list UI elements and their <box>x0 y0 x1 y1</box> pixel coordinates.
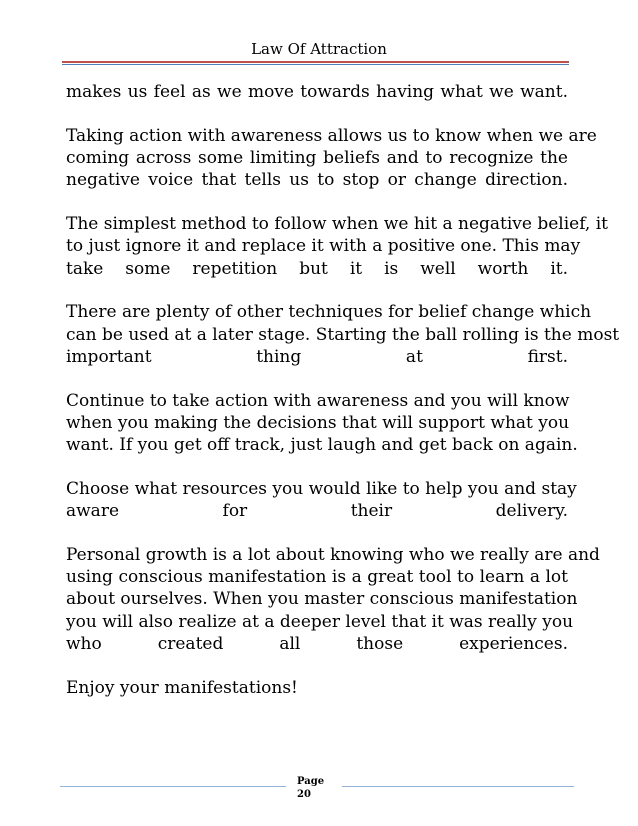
header-title: Law Of Attraction <box>251 40 387 58</box>
text-line: you will also realize at a deeper level that it was really you <box>66 611 574 632</box>
paragraph <box>66 213 609 280</box>
header-rule-red <box>62 61 569 63</box>
text-line: negative voice that tells us to stop or change direction. <box>66 170 568 191</box>
text-line: want. If you get off track, just laugh and get back on again. <box>66 435 578 455</box>
text-line: can be used at a later stage. Starting the ball rolling is the most <box>66 324 620 345</box>
paragraph <box>66 125 597 192</box>
page-label: Page <box>297 776 325 787</box>
text-line: Enjoy your manifestations! <box>66 677 298 698</box>
header-rule-blue <box>62 64 569 65</box>
text-line: Taking action with awareness allows us to know when we are <box>66 125 597 146</box>
text-line: about ourselves. When you master conscious manifestation <box>66 589 578 610</box>
text-line: Personal growth is a lot about knowing who we really are and <box>66 544 600 565</box>
text-line: when you making the decisions that will support what you <box>66 412 570 433</box>
text-line: important thing at first. <box>66 346 568 367</box>
footer-rule-right <box>342 786 574 787</box>
footer-rule-left <box>60 786 286 787</box>
page-body <box>66 81 620 720</box>
text-line: There are plenty of other techniques for belief change which <box>66 302 592 323</box>
paragraph <box>66 478 577 522</box>
paragraph <box>66 301 620 368</box>
text-line: Choose what resources you would like to help you and stay <box>66 478 577 499</box>
text-line: using conscious manifestation is a great tool to learn a lot <box>66 567 568 588</box>
paragraph <box>66 544 600 655</box>
text-line: coming across some limiting beliefs and to recognize the <box>66 148 568 169</box>
paragraph <box>66 81 568 103</box>
page-number-block <box>297 775 324 801</box>
paragraph <box>66 677 568 699</box>
text-line: take some repetition but it is well worth it. <box>66 258 568 279</box>
text-line: who created all those experiences. <box>66 633 568 654</box>
page-number: 20 <box>297 789 311 800</box>
text-line: Continue to take action with awareness and you will know <box>66 390 570 411</box>
paragraph <box>66 390 578 457</box>
text-line: to just ignore it and replace it with a positive one. This may <box>66 236 581 257</box>
text-line: makes us feel as we move towards having what we want. <box>66 82 568 102</box>
text-line: The simplest method to follow when we hit a negative belief, it <box>66 214 609 235</box>
text-line: aware for their delivery. <box>66 501 568 522</box>
